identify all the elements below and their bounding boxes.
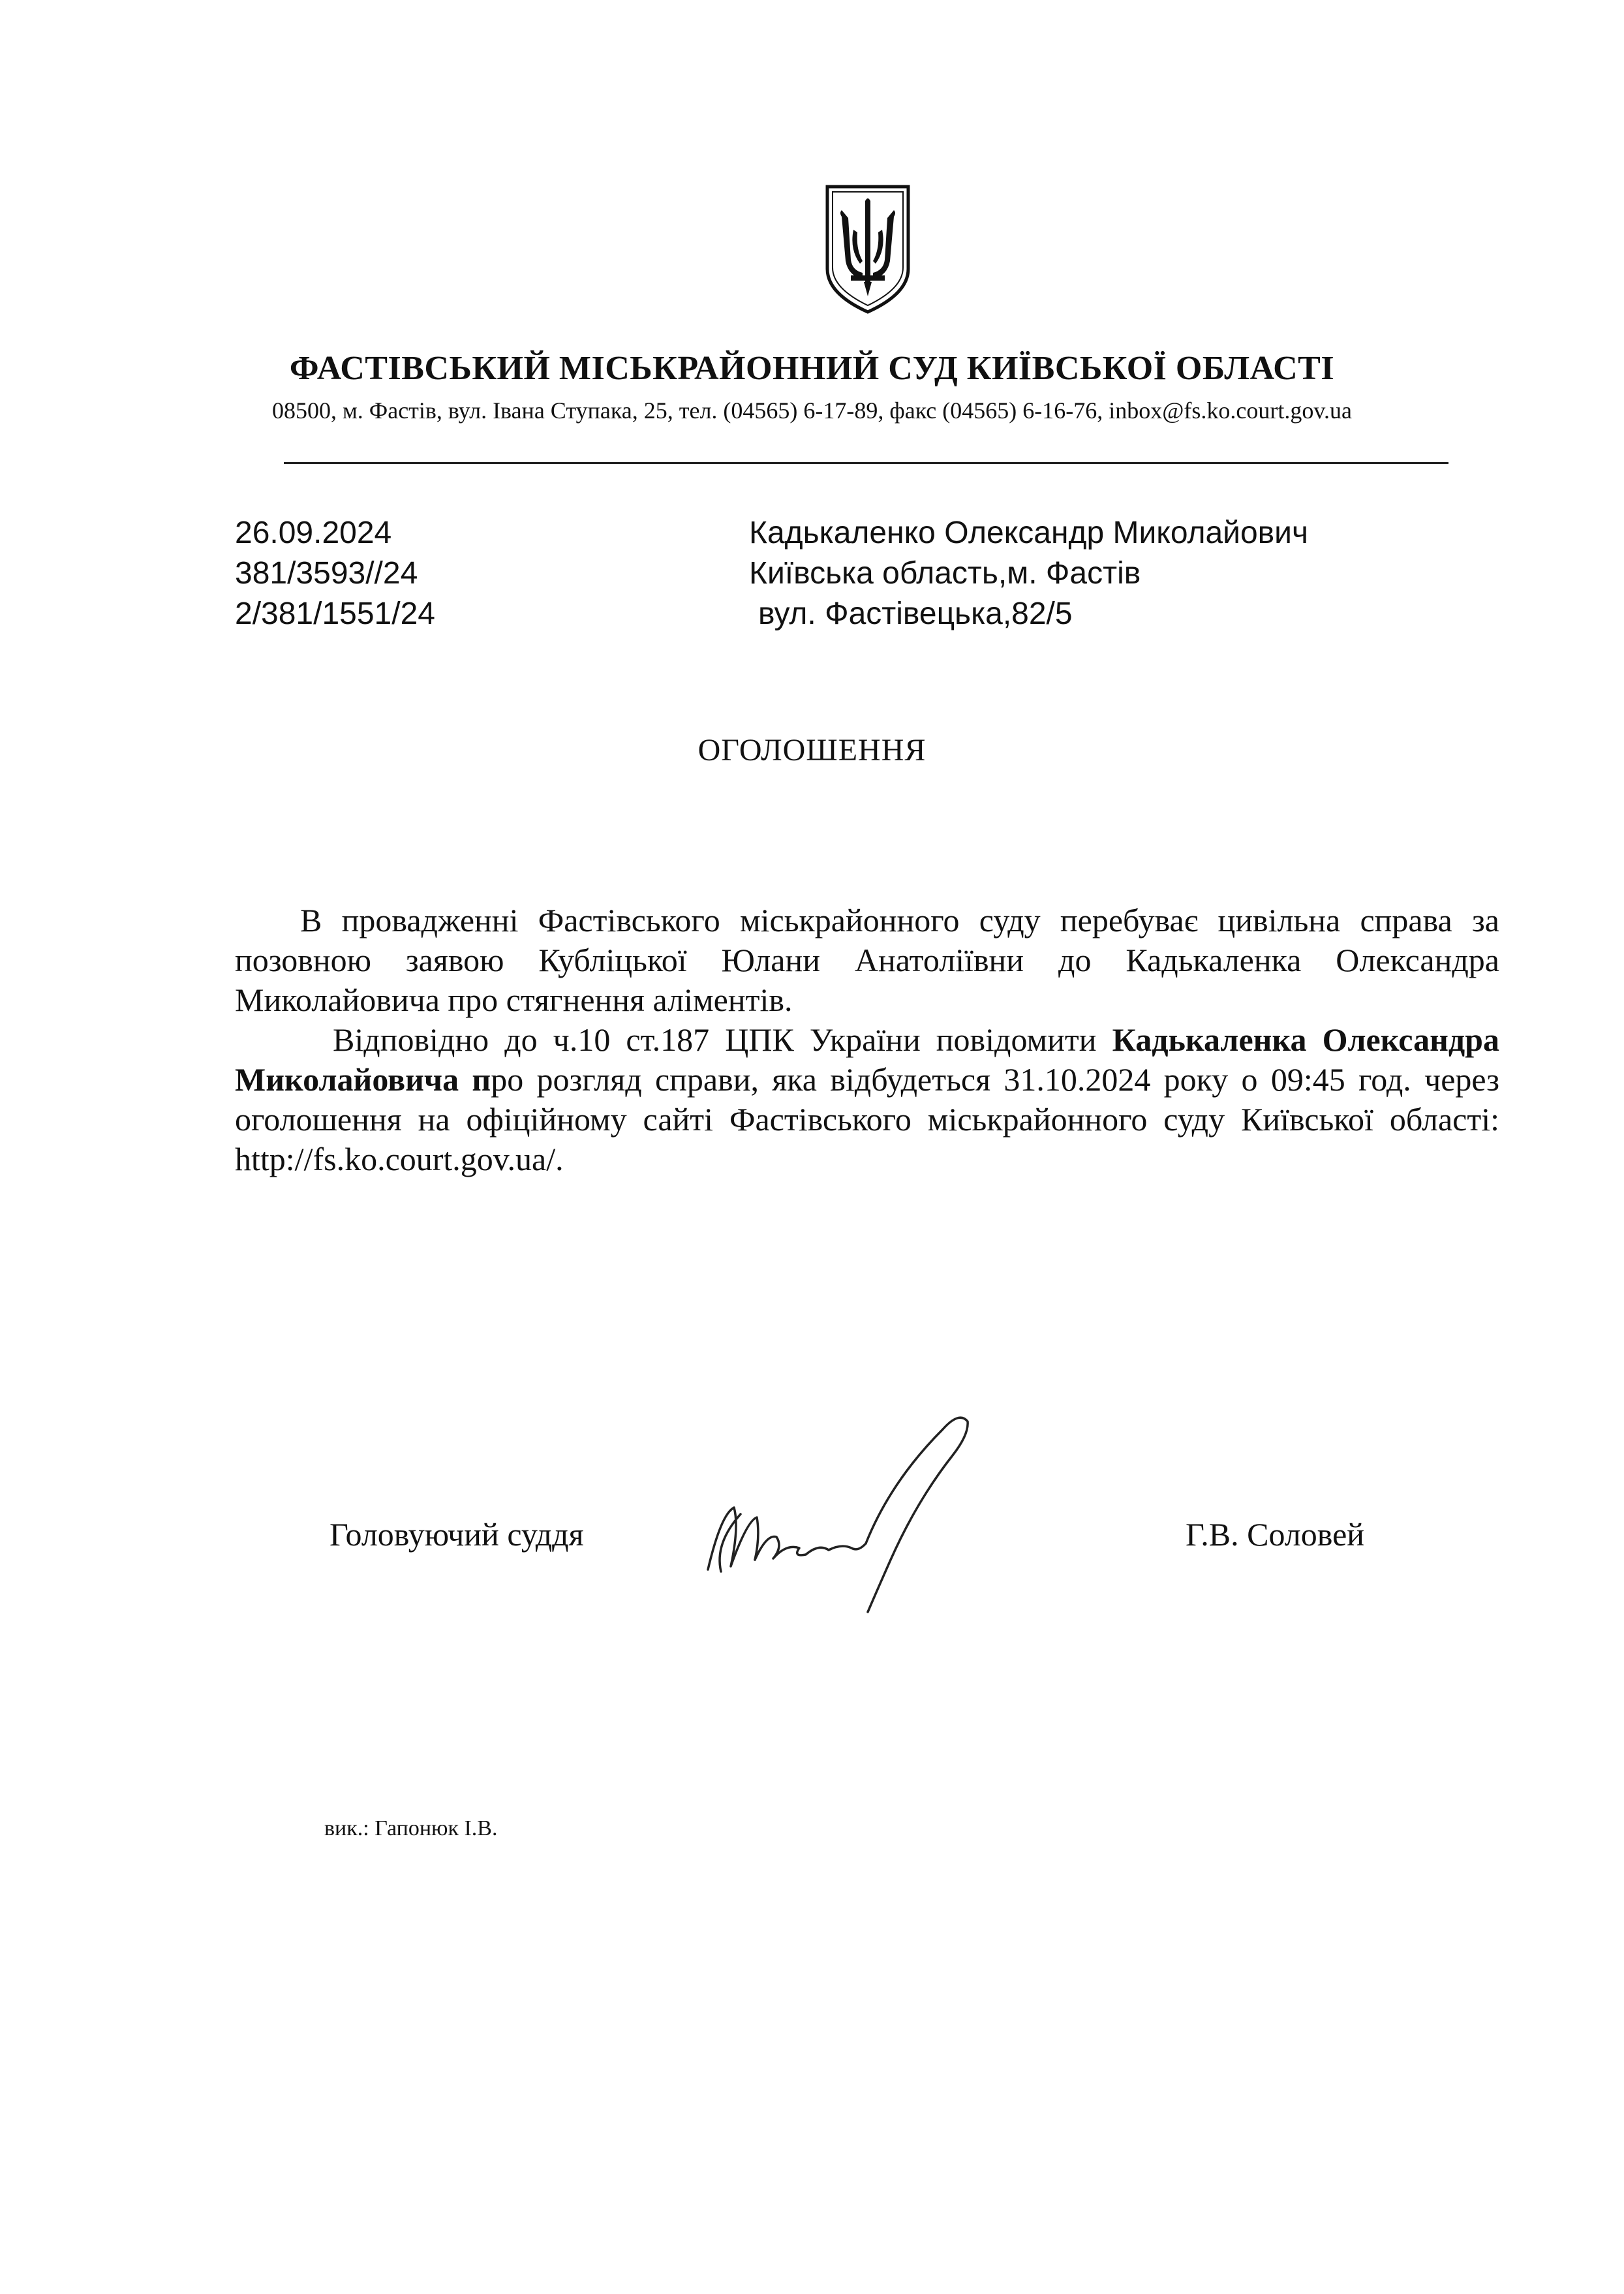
judge-position: Головуючий суддя — [329, 1516, 584, 1553]
recipient-street: вул. Фастівецька,82/5 — [758, 597, 1073, 631]
defendant-name-bold: Кадькаленка Олександра Миколайовича п — [235, 1021, 1499, 1098]
reference-block — [235, 513, 435, 634]
outgoing-number: 381/3593//24 — [235, 556, 418, 591]
case-number: 2/381/1551/24 — [235, 597, 435, 631]
executor-note: вик.: Гапонюк І.В. — [324, 1816, 498, 1840]
body-paragraph-2 — [235, 1020, 1499, 1179]
paragraph-2-end: ро розгляд справи, яка відбудеться 31.10.2024 року о 09:45 год. через оголошення на офіційному сайті Фастівського міськрайонного суду Київської області: http://fs.ko.court.gov.ua/. — [235, 1061, 1499, 1177]
paragraph-2-start: Відповідно до ч.10 ст.187 ЦПК України повідомити — [333, 1021, 1112, 1058]
notice-title: ОГОЛОШЕННЯ — [697, 733, 927, 767]
court-name: ФАСТІВСЬКИЙ МІСЬКРАЙОННИЙ СУД КИЇВСЬКОЇ ОБЛАСТІ — [289, 350, 1335, 387]
letter-date: 26.09.2024 — [235, 516, 392, 550]
recipient-name: Кадькаленко Олександр Миколайович — [749, 516, 1308, 550]
court-address: 08500, м. Фастів, вул. Івана Ступака, 25, тел. (04565) 6-17-89, факс (04565) 6-16-76, inbox@fs.ko.court.gov.ua — [272, 397, 1352, 424]
handwritten-signature — [695, 1403, 1021, 1619]
judge-name: Г.В. Соловей — [1186, 1516, 1365, 1553]
recipient-block — [749, 513, 1308, 634]
header-divider — [284, 462, 1448, 464]
notice-body — [235, 901, 1499, 1179]
recipient-region-city: Київська область,м. Фастів — [749, 556, 1141, 591]
body-paragraph-1: В провадженні Фастівського міськрайонного суду перебуває цивільна справа за позовною заявою Кубліцької Юлани Анатоліївни до Кадькаленка Олександра Миколайовича про стягнення аліментів. — [235, 902, 1499, 1018]
trident-coat-of-arms-icon — [823, 184, 912, 315]
